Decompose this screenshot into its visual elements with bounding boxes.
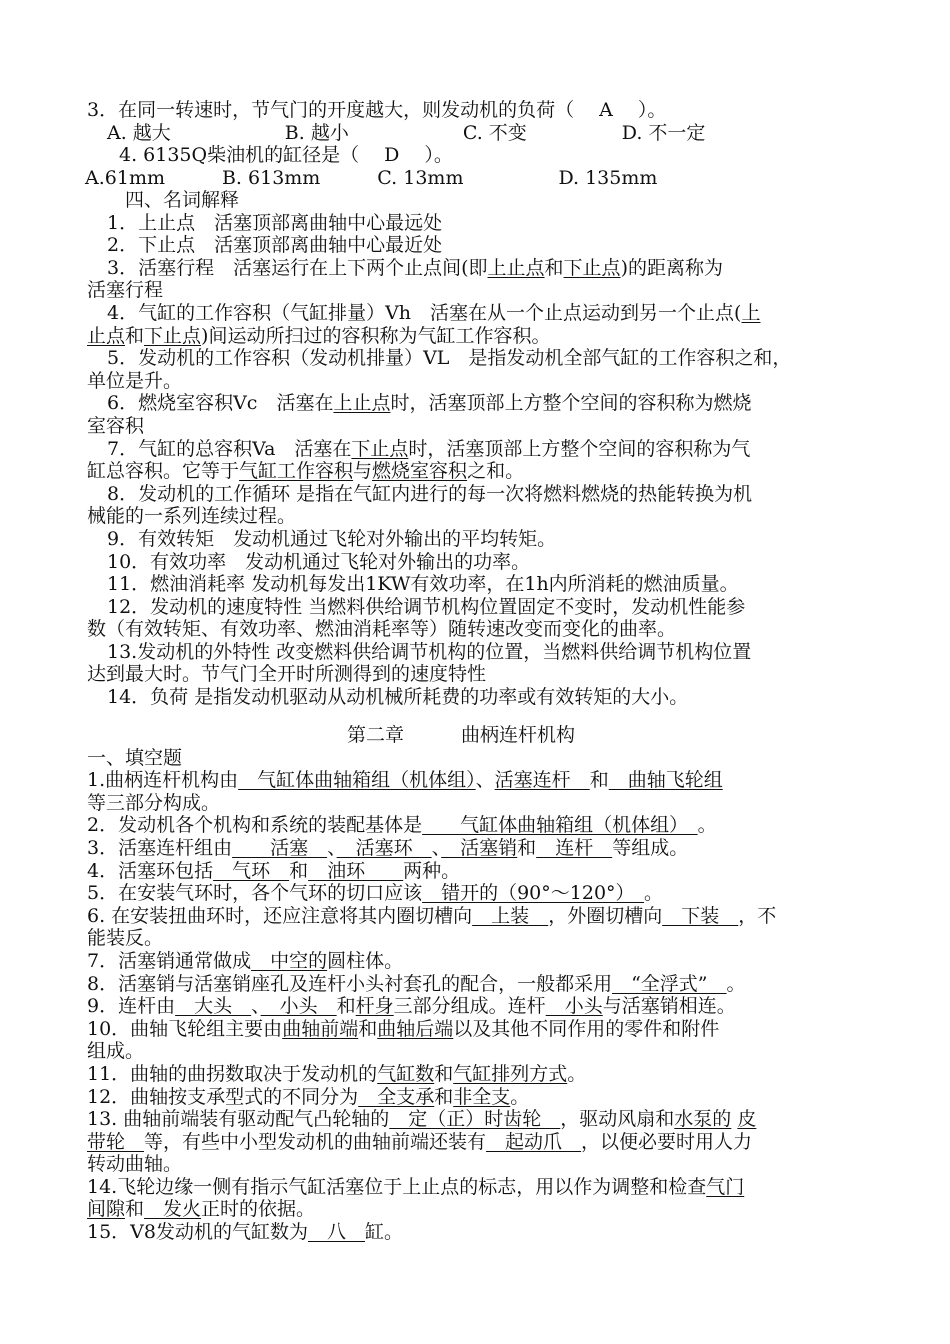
fill-5-text-a: 5．在安装气环时，各个气环的切口应该 — [87, 882, 423, 905]
fill-13-text-e: ，以便必要时用人力 — [581, 1130, 753, 1153]
term-6 — [87, 392, 867, 415]
fill-blank-heading: 一、填空题 — [87, 746, 183, 769]
fill-4-text-c: 两种。 — [403, 859, 461, 882]
fill-11-answer-2: 气缸排列方式 — [453, 1062, 568, 1085]
fill-3 — [87, 837, 867, 860]
fill-6-text-c: ，不 — [738, 904, 777, 927]
fill-15-answer-1: 八 — [308, 1221, 366, 1244]
fill-9-answer-1: 大头 — [175, 995, 252, 1018]
fill-1-text-c: 和 — [589, 769, 609, 792]
fill-9-answer-3: 杆身 — [355, 995, 394, 1018]
term-7-underline-2: 气缸工作容积 — [239, 460, 354, 483]
fill-13-cont — [87, 1131, 867, 1154]
multiple-choice-section — [87, 99, 867, 189]
fill-6-answer-2: 下装 — [662, 904, 739, 927]
fill-4-answer-2: 油环 — [308, 859, 404, 882]
term-9: 9．有效转矩 发动机通过飞轮对外输出的平均转矩。 — [107, 527, 557, 550]
fill-7-text-b: 圆柱体。 — [327, 949, 404, 972]
mc-q3-stem: 3．在同一转速时，节气门的开度越大，则发动机的负荷（ A ）。 — [87, 99, 667, 121]
term-3 — [87, 257, 867, 280]
term-3-text-c: )的距离称为 — [620, 256, 723, 279]
fill-7-text-a: 7．活塞销通常做成 — [87, 949, 252, 972]
term-7-underline-1: 下止点 — [351, 437, 409, 460]
term-6-cont: 室容积 — [87, 414, 145, 437]
fill-3-text-b: 、 — [327, 836, 337, 859]
fill-12-text-a: 12．曲轴按支承型式的不同分为 — [87, 1085, 359, 1108]
fill-10-text-c: 以及其他不同作用的零件和附件 — [453, 1017, 720, 1040]
fill-9 — [87, 995, 867, 1018]
fill-6-text-a: 6. 在安装扭曲环时，还应注意将其内圈切槽向 — [87, 904, 473, 927]
fill-3-text-d: 和 — [517, 836, 537, 859]
term-7-text-a: 7．气缸的总容积Va 活塞在 — [107, 437, 352, 460]
term-5: 5．发动机的工作容积（发动机排量）VL 是指发动机全部气缸的工作容积之和， — [107, 347, 792, 370]
fill-13 — [87, 1108, 867, 1131]
fill-14-text-a: 14.飞轮边缘一侧有指示气缸活塞位于上止点的标志，用以作为调整和检查 — [87, 1175, 707, 1198]
fill-8-answer-1: “全浮式” — [612, 972, 727, 995]
fill-13-text-b: ，驱动风扇和 — [560, 1108, 675, 1131]
fill-5-text-b: 。 — [644, 882, 664, 905]
fill-2-text-a: 2．发动机各个机构和系统的装配基体是 — [87, 814, 423, 837]
term-3-text-b: 和 — [544, 256, 564, 279]
fill-10-cont: 组成。 — [87, 1040, 145, 1063]
fill-9-answer-2: 小头 — [260, 995, 337, 1018]
term-4-cont — [87, 325, 867, 348]
fill-13-cont-2: 转动曲轴。 — [87, 1153, 183, 1176]
term-7-text-d: 与 — [353, 460, 373, 483]
fill-1-answer-1: 气缸体曲轴箱组（机体组） — [238, 769, 476, 792]
fill-14-answer-1a: 气门 — [706, 1175, 745, 1198]
term-12-cont: 数（有效转矩、有效功率、燃油消耗率等）随转速改变而变化的曲率。 — [87, 618, 677, 641]
fill-11 — [87, 1063, 867, 1086]
fill-2 — [87, 814, 867, 837]
fill-10-answer-1: 曲轴前端 — [282, 1017, 359, 1040]
fill-8 — [87, 973, 867, 996]
fill-2-answer-1: 气缸体曲轴箱组（机体组） — [422, 814, 698, 837]
fill-4-answer-1: 气环 — [213, 859, 290, 882]
fill-14-text-b: 和 — [125, 1198, 145, 1221]
fill-6-text-b: ，外圈切槽向 — [548, 904, 663, 927]
term-3-underline-2: 下止点 — [563, 256, 621, 279]
fill-13-answer-3a: 皮 — [737, 1108, 757, 1131]
fill-12-text-c: 。 — [510, 1085, 530, 1108]
fill-7-answer-1: 中空的 — [251, 949, 328, 972]
term-7-text-b: 时，活塞顶部上方整个空间的容积称为气 — [408, 437, 751, 460]
fill-6-cont: 能装反。 — [87, 927, 164, 950]
fill-5-answer-1: 错开的（90°～120°） — [422, 882, 645, 905]
term-10: 10．有效功率 发动机通过飞轮对外输出的功率。 — [107, 550, 531, 573]
term-3-text-a: 3．活塞行程 活塞运行在上下两个止点间(即 — [107, 256, 488, 279]
fill-7 — [87, 950, 867, 973]
term-4-underline-1b: 止点 — [87, 324, 126, 347]
fill-12 — [87, 1086, 867, 1109]
fill-13-answer-3b: 带轮 — [87, 1130, 145, 1153]
term-3-cont: 活塞行程 — [87, 279, 164, 302]
term-4-text-b: 和 — [125, 324, 145, 347]
fill-3-answer-3: 活塞销 — [441, 836, 518, 859]
fill-11-text-a: 11．曲轴的曲拐数取决于发动机的 — [87, 1062, 378, 1085]
fill-15-text-b: 缸。 — [365, 1221, 404, 1244]
fill-3-answer-1: 活塞 — [232, 836, 328, 859]
fill-8-text-a: 8．活塞销与活塞销座孔及连杆小头衬套孔的配合，一般都采用 — [87, 972, 613, 995]
fill-13-answer-1: 定（正）时齿轮 — [389, 1108, 561, 1131]
term-7-cont — [87, 460, 867, 483]
fill-1-answer-3: 曲轴飞轮组 — [608, 769, 723, 792]
term-2: 2．下止点 活塞顶部离曲轴中心最近处 — [107, 234, 443, 257]
fill-14 — [87, 1176, 867, 1199]
fill-11-text-c: 。 — [567, 1062, 587, 1085]
term-3-underline-1: 上止点 — [487, 256, 545, 279]
terms-section — [87, 189, 867, 709]
fill-9-text-c: 和 — [336, 995, 356, 1018]
term-4 — [87, 302, 867, 325]
term-13-cont: 达到最大时。节气门全开时所测得到的速度特性 — [87, 663, 487, 686]
fill-6-answer-1: 上装 — [472, 904, 549, 927]
fill-4-text-b: 和 — [289, 859, 309, 882]
fill-4 — [87, 860, 867, 883]
term-14: 14．负荷 是指发动机驱动从动机械所耗费的功率或有效转矩的大小。 — [107, 686, 689, 709]
fill-3-text-a: 3．活塞连杆组由 — [87, 836, 233, 859]
fill-9-text-a: 9．连杆由 — [87, 995, 176, 1018]
term-7 — [87, 438, 867, 461]
fill-10-text-a: 10．曲轴飞轮组主要由 — [87, 1017, 283, 1040]
term-5-cont: 单位是升。 — [87, 369, 183, 392]
term-6-text-b: 时，活塞顶部上方整个空间的容积称为燃烧 — [390, 392, 752, 415]
fill-4-text-a: 4．活塞环包括 — [87, 859, 214, 882]
fill-12-answer-2: 非全支 — [453, 1085, 511, 1108]
fill-1-text-a: 1.曲柄连杆机构由 — [87, 769, 239, 792]
fill-3-answer-2: 活塞环 — [336, 836, 432, 859]
fill-3-text-c: 、 — [431, 836, 442, 859]
fill-13-answer-4: 起动爪 — [486, 1130, 582, 1153]
fill-10-answer-2: 曲轴后端 — [377, 1017, 454, 1040]
fill-14-answer-2: 发火 — [144, 1198, 202, 1221]
fill-9-text-e: 与活塞销相连。 — [602, 995, 736, 1018]
fill-6 — [87, 905, 867, 928]
fill-13-text-d: 等，有些中小型发动机的曲轴前端还装有 — [144, 1130, 487, 1153]
fill-10 — [87, 1018, 867, 1041]
term-7-text-c: 缸总容积。它等于 — [87, 460, 240, 483]
fill-12-text-b: 和 — [434, 1085, 454, 1108]
fill-11-text-b: 和 — [434, 1062, 454, 1085]
mc-q3-options: A. 越大 B. 越小 C. 不变 D. 不一定 — [107, 121, 706, 144]
fill-15 — [87, 1221, 867, 1244]
term-13: 13.发动机的外特性 改变燃料供给调节机构的位置，当燃料供给调节机构位置 — [107, 640, 752, 663]
fill-14-answer-1b: 间隙 — [87, 1198, 126, 1221]
term-8-cont: 械能的一系列连续过程。 — [87, 505, 297, 528]
fill-12-answer-1: 全支承 — [358, 1085, 435, 1108]
term-6-underline-1: 上止点 — [333, 392, 391, 415]
fill-3-answer-4: 连杆 — [536, 836, 613, 859]
fill-1-answer-2: 活塞连杆 — [494, 769, 590, 792]
term-4-underline-1a: 上 — [741, 301, 761, 324]
fill-9-answer-4: 小头 — [545, 995, 603, 1018]
chapter-title: 第二章 曲柄连杆机构 — [347, 724, 576, 746]
term-4-underline-2: 下止点 — [144, 324, 202, 347]
fill-3-text-e: 等组成。 — [612, 836, 689, 859]
fill-14-cont — [87, 1198, 867, 1221]
fill-2-text-b: 。 — [697, 814, 717, 837]
fill-9-text-b: 、 — [251, 995, 261, 1018]
mc-q4-options: A.61mm B. 613mm C. 13mm D. 135mm — [85, 166, 658, 189]
fill-13-answer-2: 水泵的 — [674, 1108, 732, 1131]
fill-10-text-b: 和 — [358, 1017, 378, 1040]
term-7-text-e: 之和。 — [467, 460, 525, 483]
term-6-text-a: 6．燃烧室容积Vc 活塞在 — [107, 392, 334, 415]
term-1: 1．上止点 活塞顶部离曲轴中心最远处 — [107, 211, 443, 234]
chapter-2-section — [87, 724, 867, 1244]
fill-15-text-a: 15．V8发动机的气缸数为 — [87, 1221, 308, 1244]
term-4-text-c: )间运动所扫过的容积称为气缸工作容积。 — [201, 324, 551, 347]
fill-13-text-a: 13. 曲轴前端装有驱动配气凸轮轴的 — [87, 1108, 390, 1131]
term-8: 8．发动机的工作循环 是指在气缸内进行的每一次将燃料燃烧的热能转换为机 — [107, 482, 753, 505]
term-7-underline-3: 燃烧室容积 — [372, 460, 468, 483]
fill-11-answer-1: 气缸数 — [377, 1062, 435, 1085]
terms-heading: 四、名词解释 — [125, 189, 240, 211]
term-11: 11．燃油消耗率 发动机每发出1KW有效功率，在1h内所消耗的燃油质量。 — [107, 573, 739, 596]
fill-1-text-b: 、 — [475, 769, 495, 792]
fill-1-cont: 等三部分构成。 — [87, 791, 221, 814]
mc-q4-stem: 4. 6135Q柴油机的缸径是（ D ）。 — [119, 144, 453, 167]
fill-1 — [87, 769, 867, 792]
term-12: 12．发动机的速度特性 当燃料供给调节机构位置固定不变时，发动机性能参 — [107, 595, 746, 618]
fill-8-text-b: 。 — [726, 972, 746, 995]
fill-5 — [87, 882, 867, 905]
term-4-text-a: 4．气缸的工作容积（气缸排量）Vh 活塞在从一个止点运动到另一个止点( — [107, 301, 742, 324]
fill-14-text-c: 正时的依据。 — [201, 1198, 316, 1221]
fill-9-text-d: 三部分组成。连杆 — [393, 995, 546, 1018]
